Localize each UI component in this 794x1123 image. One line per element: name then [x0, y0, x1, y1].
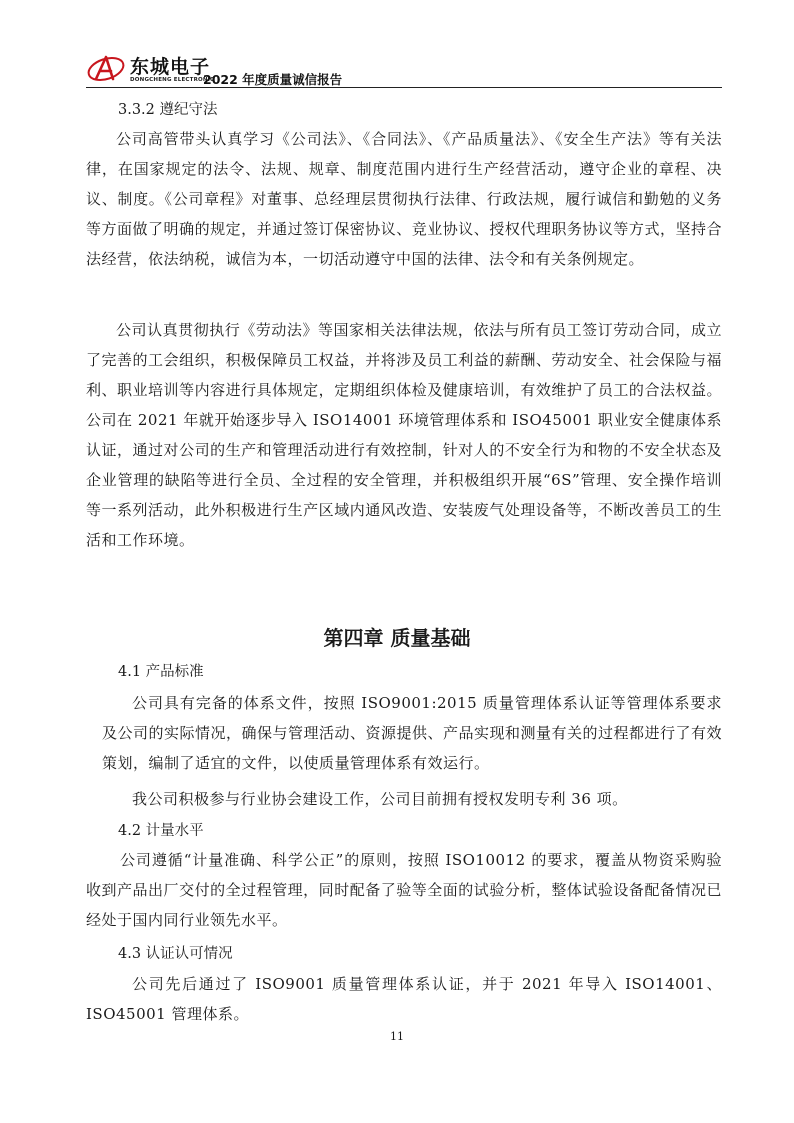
- report-title: 2022 年度质量诚信报告: [203, 72, 343, 87]
- paragraph-patents: 我公司积极参与行业协会建设工作，公司目前拥有授权发明专利 36 项。: [132, 790, 628, 808]
- header-divider: [86, 87, 722, 88]
- paragraph-labor-law: 公司认真贯彻执行《劳动法》等国家相关法律法规，依法与所有员工签订劳动合同，成立了完善的工会组织，积极保障员工权益，并将涉及员工利益的薪酬、劳动安全、社会保险与福利、职业培训等内容进行具体规定，定期组织体检及健康培训，有效维护了员工的合法权益。公司在 2021 年就开始逐步导入 ISO14001 环境管理体系和 ISO45001 职业安全健康体系认证，通过对公司的生产和管理活动进行有效控制，针对人的不安全行为和物的不安全状态及企业管理的缺陷等进行全员、全过程的安全管理，并积极组织开展“6S”管理、安全操作培训等一系列活动，此外积极进行生产区域内通风改造、安装废气处理设备等，不断改善员工的生活和工作环境。: [86, 321, 722, 549]
- page-header: [86, 48, 722, 88]
- brand-name-en: DONGCHENG ELECTRONIC: [130, 77, 215, 83]
- paragraph-certification: 公司先后通过了 ISO9001 质量管理体系认证，并于 2021 年导入 ISO14001、ISO45001 管理体系。: [86, 975, 722, 1023]
- page-number: 11: [390, 1030, 404, 1043]
- section-heading-3-3-2: 3.3.2 遵纪守法: [118, 102, 218, 118]
- paragraph-metrology: 公司遵循“计量准确、科学公正”的原则，按照 ISO10012 的要求，覆盖从物资采购验收到产品出厂交付的全过程管理，同时配备了验等全面的试验分析，整体试验设备配备情况已经处于国内同行业领先水平。: [86, 851, 722, 929]
- chapter-title: 第四章 质量基础: [323, 626, 471, 650]
- paragraph-law-compliance: 公司高管带头认真学习《公司法》、《合同法》、《产品质量法》、《安全生产法》等有关法律，在国家规定的法令、法规、规章、制度范围内进行生产经营活动，遵守企业的章程、决议、制度。《公司章程》对董事、总经理层贯彻执行法律、行政法规，履行诚信和勤勉的义务等方面做了明确的规定，并通过签订保密协议、竞业协议、授权代理职务协议等方式，坚持合法经营，依法纳税，诚信为本，一切活动遵守中国的法律、法令和有关条例规定。: [86, 130, 722, 268]
- section-heading-4-1: 4.1 产品标准: [118, 664, 204, 680]
- section-heading-4-2: 4.2 计量水平: [118, 823, 204, 839]
- company-logo-icon: [86, 52, 126, 84]
- brand-name-cn: 东城电子: [130, 56, 211, 78]
- paragraph-product-standards: 公司具有完备的体系文件，按照 ISO9001:2015 质量管理体系认证等管理体系要求及公司的实际情况，确保与管理活动、资源提供、产品实现和测量有关的过程都进行了有效策划，编制了适宜的文件，以使质量管理体系有效运行。: [102, 694, 723, 772]
- section-heading-4-3: 4.3 认证认可情况: [118, 946, 233, 962]
